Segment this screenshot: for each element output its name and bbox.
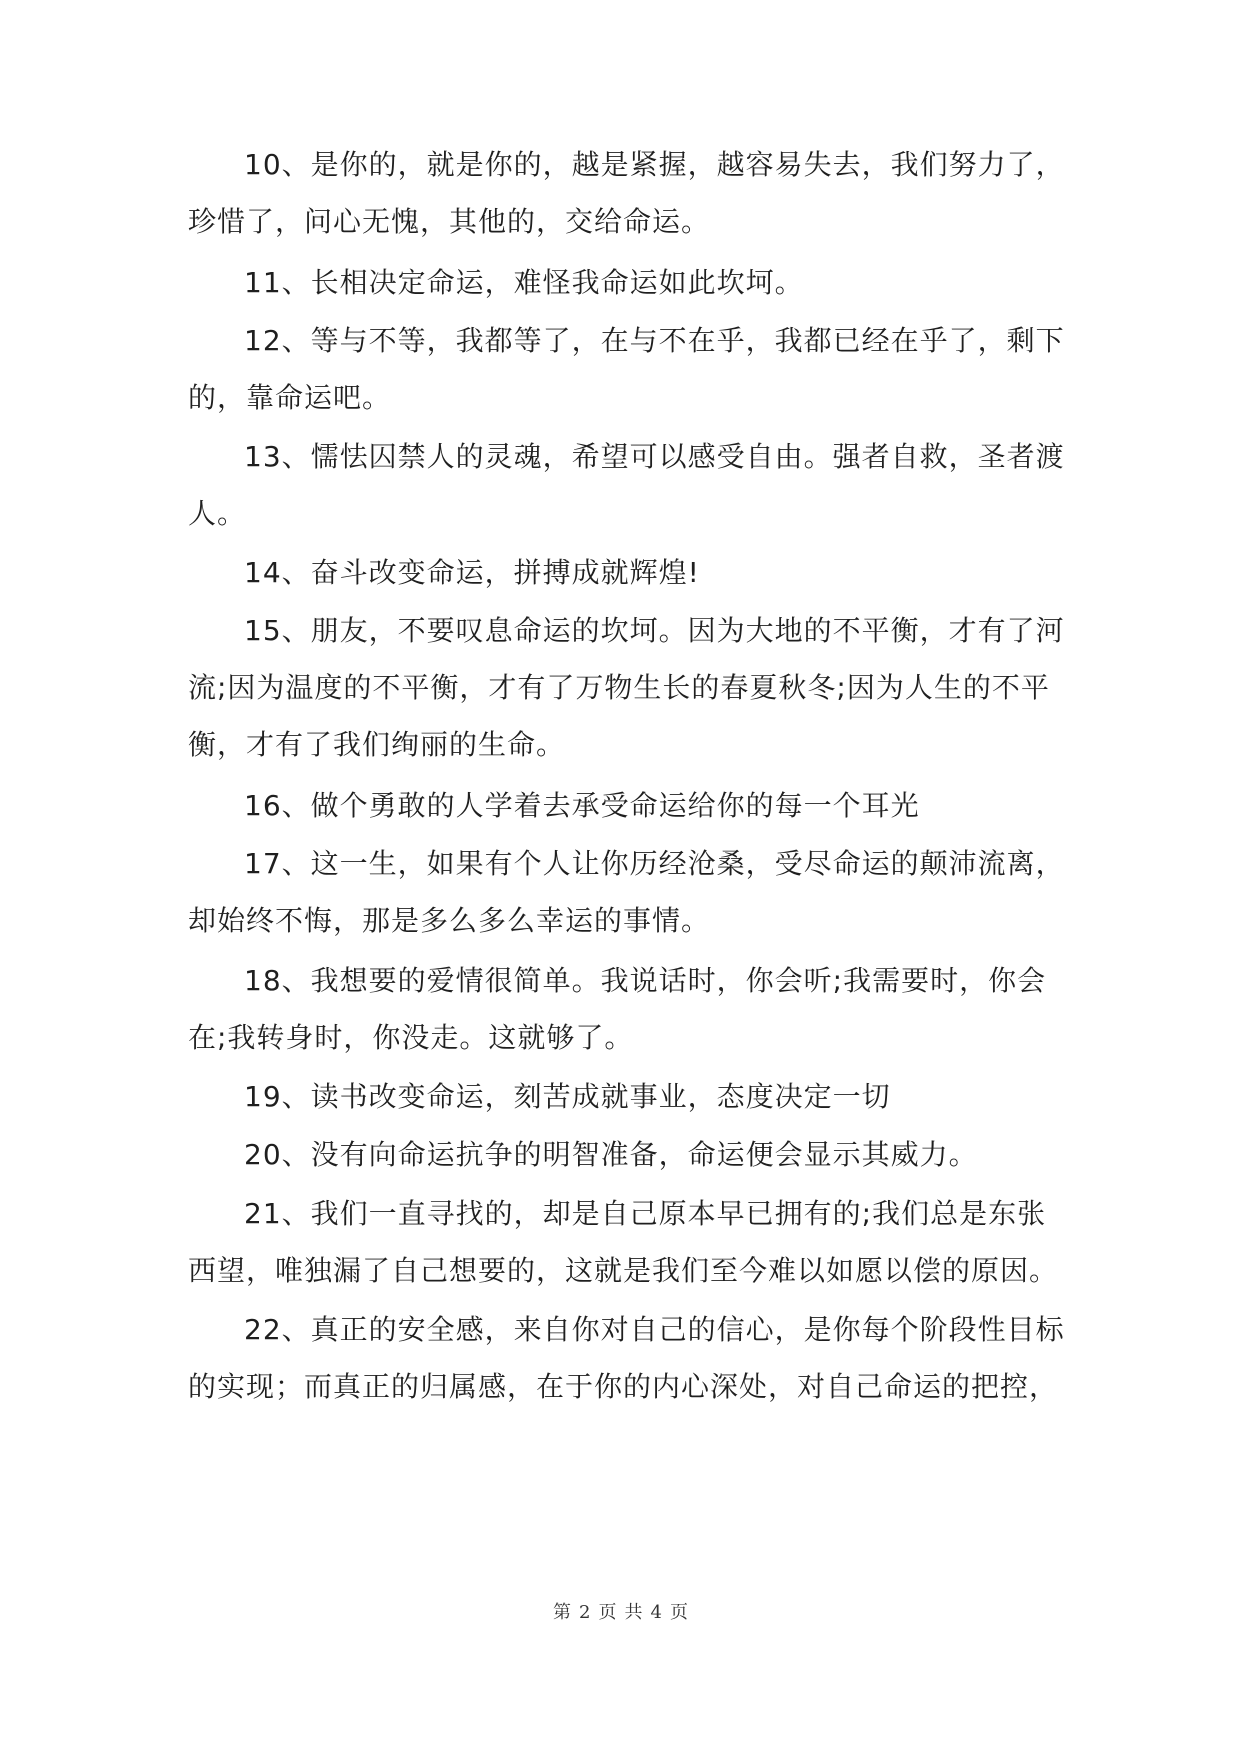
- paragraph-line: 的实现；而真正的归属感，在于你的内心深处，对自己命运的把控，: [188, 1370, 1059, 1403]
- paragraph-19: [188, 1068, 1058, 1125]
- paragraph-line: 18、我想要的爱情很简单。我说话时，你会听;我需要时，你会: [244, 964, 1047, 997]
- paragraph-line: 13、懦怯囚禁人的灵魂，希望可以感受自由。强者自救，圣者渡: [244, 440, 1065, 473]
- footer-current-page: 2: [579, 1602, 591, 1623]
- paragraph-17: [188, 835, 1065, 949]
- paragraph-14: [188, 544, 1058, 601]
- footer-suffix: 页: [669, 1602, 688, 1623]
- paragraph-21: [188, 1185, 1058, 1299]
- paragraph-line: 21、我们一直寻找的，却是自己原本早已拥有的;我们总是东张: [244, 1197, 1047, 1230]
- paragraph-line: 的，靠命运吧。: [188, 381, 392, 414]
- paragraph-line: 14、奋斗改变命运，拼搏成就辉煌!: [244, 556, 700, 589]
- paragraph-line: 16、做个勇敢的人学着去承受命运给你的每一个耳光: [244, 789, 920, 822]
- page-footer: [0, 1598, 1241, 1624]
- paragraph-22: [188, 1301, 1065, 1415]
- paragraph-line: 10、是你的，就是你的，越是紧握，越容易失去，我们努力了，: [244, 148, 1065, 181]
- paragraph-18: [188, 952, 1058, 1066]
- paragraph-line: 11、长相决定命运，难怪我命运如此坎坷。: [244, 266, 804, 299]
- footer-page-word: 页: [598, 1602, 617, 1623]
- paragraph-15: [188, 602, 1065, 773]
- footer-total-word: 共: [624, 1602, 643, 1623]
- paragraph-line: 20、没有向命运抗争的明智准备，命运便会显示其威力。: [244, 1138, 978, 1171]
- paragraph-line: 西望，唯独漏了自己想要的，这就是我们至今难以如愿以偿的原因。: [188, 1254, 1059, 1287]
- paragraph-10: [188, 136, 1065, 250]
- paragraph-line: 19、读书改变命运，刻苦成就事业，态度决定一切: [244, 1080, 891, 1113]
- paragraph-13: [188, 428, 1065, 542]
- paragraph-20: [188, 1126, 1058, 1183]
- footer-prefix: 第: [553, 1602, 572, 1623]
- paragraph-11: [188, 254, 1058, 311]
- paragraph-12: [188, 312, 1065, 426]
- paragraph-line: 15、朋友，不要叹息命运的坎坷。因为大地的不平衡，才有了河: [244, 614, 1065, 647]
- paragraph-line: 22、真正的安全感，来自你对自己的信心，是你每个阶段性目标: [244, 1313, 1065, 1346]
- paragraph-line: 却始终不悔，那是多么多么幸运的事情。: [188, 904, 711, 937]
- paragraph-line: 在;我转身时，你没走。这就够了。: [188, 1021, 634, 1054]
- paragraph-line: 流;因为温度的不平衡，才有了万物生长的春夏秋冬;因为人生的不平: [188, 671, 1050, 704]
- paragraph-line: 12、等与不等，我都等了，在与不在乎，我都已经在乎了，剩下: [244, 324, 1065, 357]
- paragraph-line: 珍惜了，问心无愧，其他的，交给命运。: [188, 205, 711, 238]
- footer-total-pages: 4: [650, 1602, 662, 1623]
- paragraph-line: 人。: [188, 497, 247, 530]
- paragraph-line: 衡，才有了我们绚丽的生命。: [188, 728, 566, 761]
- paragraph-16: [188, 777, 1058, 834]
- paragraph-line: 17、这一生，如果有个人让你历经沧桑，受尽命运的颠沛流离，: [244, 847, 1065, 880]
